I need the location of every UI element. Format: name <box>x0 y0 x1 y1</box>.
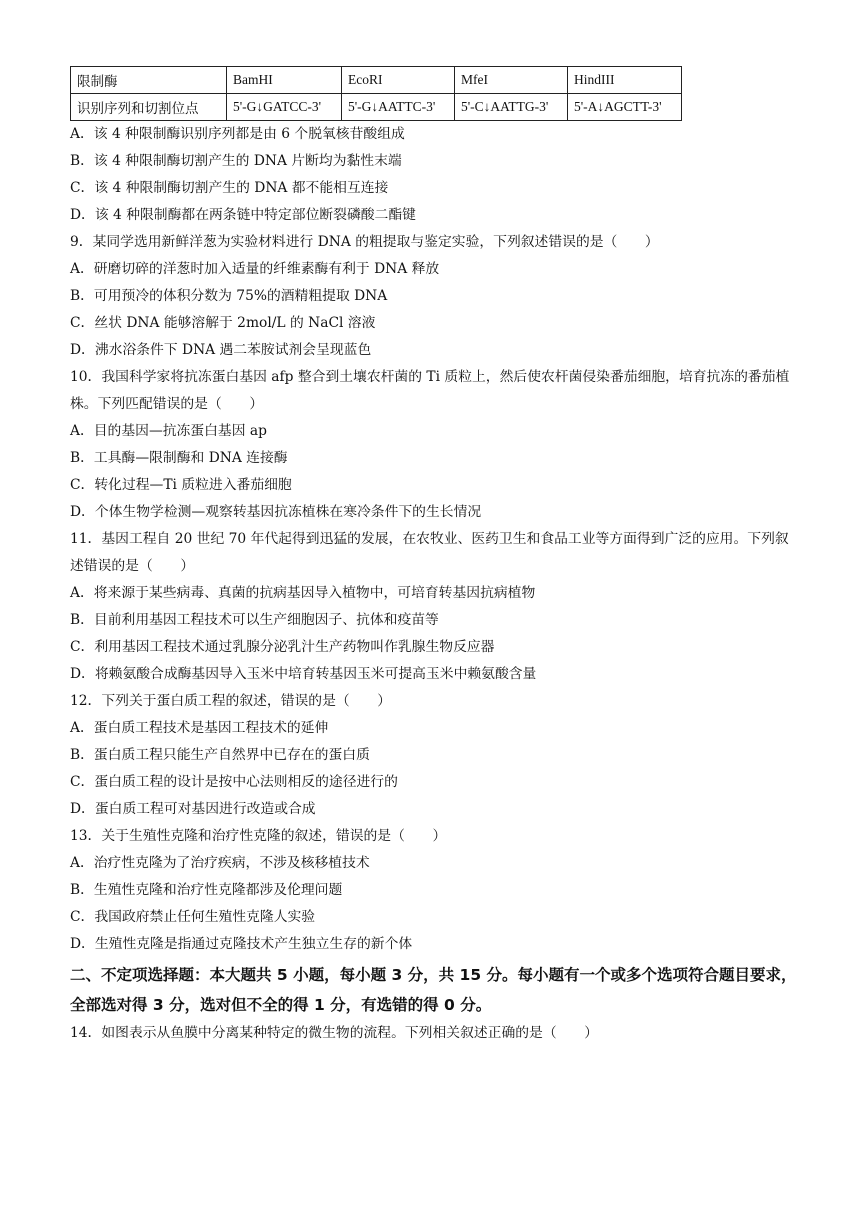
option-d: D．该 4 种限制酶都在两条链中特定部位断裂磷酸二酯键 <box>70 207 416 223</box>
option-c: C．利用基因工程技术通过乳腺分泌乳汁生产药物叫作乳腺生物反应器 <box>70 639 495 655</box>
question-12 <box>70 688 800 823</box>
table-cell: 5'-C↓AATTG-3' <box>455 94 568 121</box>
option-d: D．将赖氨酸合成酶基因导入玉米中培育转基因玉米可提高玉米中赖氨酸含量 <box>70 666 537 682</box>
question-14 <box>70 1020 800 1047</box>
option-c: C．我国政府禁止任何生殖性克隆人实验 <box>70 909 316 925</box>
option-b: B．生殖性克隆和治疗性克隆都涉及伦理问题 <box>70 882 343 898</box>
option-c: C．该 4 种限制酶切割产生的 DNA 都不能相互连接 <box>70 180 389 196</box>
question-11 <box>70 526 800 688</box>
option-a: A．目的基因—抗冻蛋白基因 ap <box>70 423 267 439</box>
question-stem: 9．某同学选用新鲜洋葱为实验材料进行 DNA 的粗提取与鉴定实验，下列叙述错误的是（ ） <box>70 234 659 250</box>
restriction-enzyme-table <box>70 66 682 121</box>
question-stem: 13．关于生殖性克隆和治疗性克隆的叙述，错误的是（ ） <box>70 828 447 844</box>
table-cell: EcoRI <box>342 67 455 94</box>
option-a: A．该 4 种限制酶识别序列都是由 6 个脱氧核苷酸组成 <box>70 126 405 142</box>
table-cell: 限制酶 <box>71 67 227 94</box>
option-b: B．工具酶—限制酶和 DNA 连接酶 <box>70 450 288 466</box>
option-d: D．沸水浴条件下 DNA 遇二苯胺试剂会呈现蓝色 <box>70 342 372 358</box>
table-cell: HindIII <box>568 67 682 94</box>
question-stem: 12．下列关于蛋白质工程的叙述，错误的是（ ） <box>70 693 392 709</box>
table-header-row <box>71 67 682 94</box>
question-13 <box>70 823 800 958</box>
option-d: D．蛋白质工程可对基因进行改造或合成 <box>70 801 316 817</box>
exam-page <box>70 66 800 1047</box>
option-a: A．将来源于某些病毒、真菌的抗病基因导入植物中，可培育转基因抗病植物 <box>70 585 536 601</box>
option-b: B．可用预冷的体积分数为 75%的酒精粗提取 DNA <box>70 288 388 304</box>
option-c: C．转化过程—Ti 质粒进入番茄细胞 <box>70 477 292 493</box>
table-cell: 5'-G↓AATTC-3' <box>342 94 455 121</box>
option-d: D．个体生物学检测—观察转基因抗冻植株在寒冷条件下的生长情况 <box>70 504 482 520</box>
option-a: A．蛋白质工程技术是基因工程技术的延伸 <box>70 720 329 736</box>
question-stem: 10．我国科学家将抗冻蛋白基因 afp 整合到土壤农杆菌的 Ti 质粒上，然后使农杆菌侵染番茄细胞，培育抗冻的番茄植株。下列匹配错误的是（ ） <box>70 369 790 412</box>
option-b: B．该 4 种限制酶切割产生的 DNA 片断均为黏性末端 <box>70 153 402 169</box>
option-a: A．治疗性克隆为了治疗疾病，不涉及核移植技术 <box>70 855 370 871</box>
option-a: A．研磨切碎的洋葱时加入适量的纤维素酶有利于 DNA 释放 <box>70 261 440 277</box>
table-cell: BamHI <box>227 67 342 94</box>
question-8-options <box>70 121 800 229</box>
question-9 <box>70 229 800 364</box>
table-cell: 5'-A↓AGCTT-3' <box>568 94 682 121</box>
option-b: B．蛋白质工程只能生产自然界中已存在的蛋白质 <box>70 747 370 763</box>
option-c: C．蛋白质工程的设计是按中心法则相反的途径进行的 <box>70 774 398 790</box>
option-d: D．生殖性克隆是指通过克隆技术产生独立生存的新个体 <box>70 936 413 952</box>
option-b: B．目前利用基因工程技术可以生产细胞因子、抗体和疫苗等 <box>70 612 439 628</box>
option-c: C．丝状 DNA 能够溶解于 2mol/L 的 NaCl 溶液 <box>70 315 376 331</box>
question-10 <box>70 364 800 526</box>
section-heading: 二、不定项选择题：本大题共 5 小题，每小题 3 分，共 15 分。每小题有一个或多个选项符合题目要求，全部选对得 3 分，选对但不全的得 1 分，有选错的得 0 分。 <box>70 966 797 1014</box>
question-stem: 11．基因工程自 20 世纪 70 年代起得到迅猛的发展，在农牧业、医药卫生和食品工业等方面得到广泛的应用。下列叙述错误的是（ ） <box>70 531 789 574</box>
table-row <box>71 94 682 121</box>
table-cell: 5'-G↓GATCC-3' <box>227 94 342 121</box>
question-stem: 14．如图表示从鱼膜中分离某种特定的微生物的流程。下列相关叙述正确的是（ ） <box>70 1025 599 1041</box>
table-cell: MfeI <box>455 67 568 94</box>
table-cell: 识别序列和切割位点 <box>71 94 227 121</box>
